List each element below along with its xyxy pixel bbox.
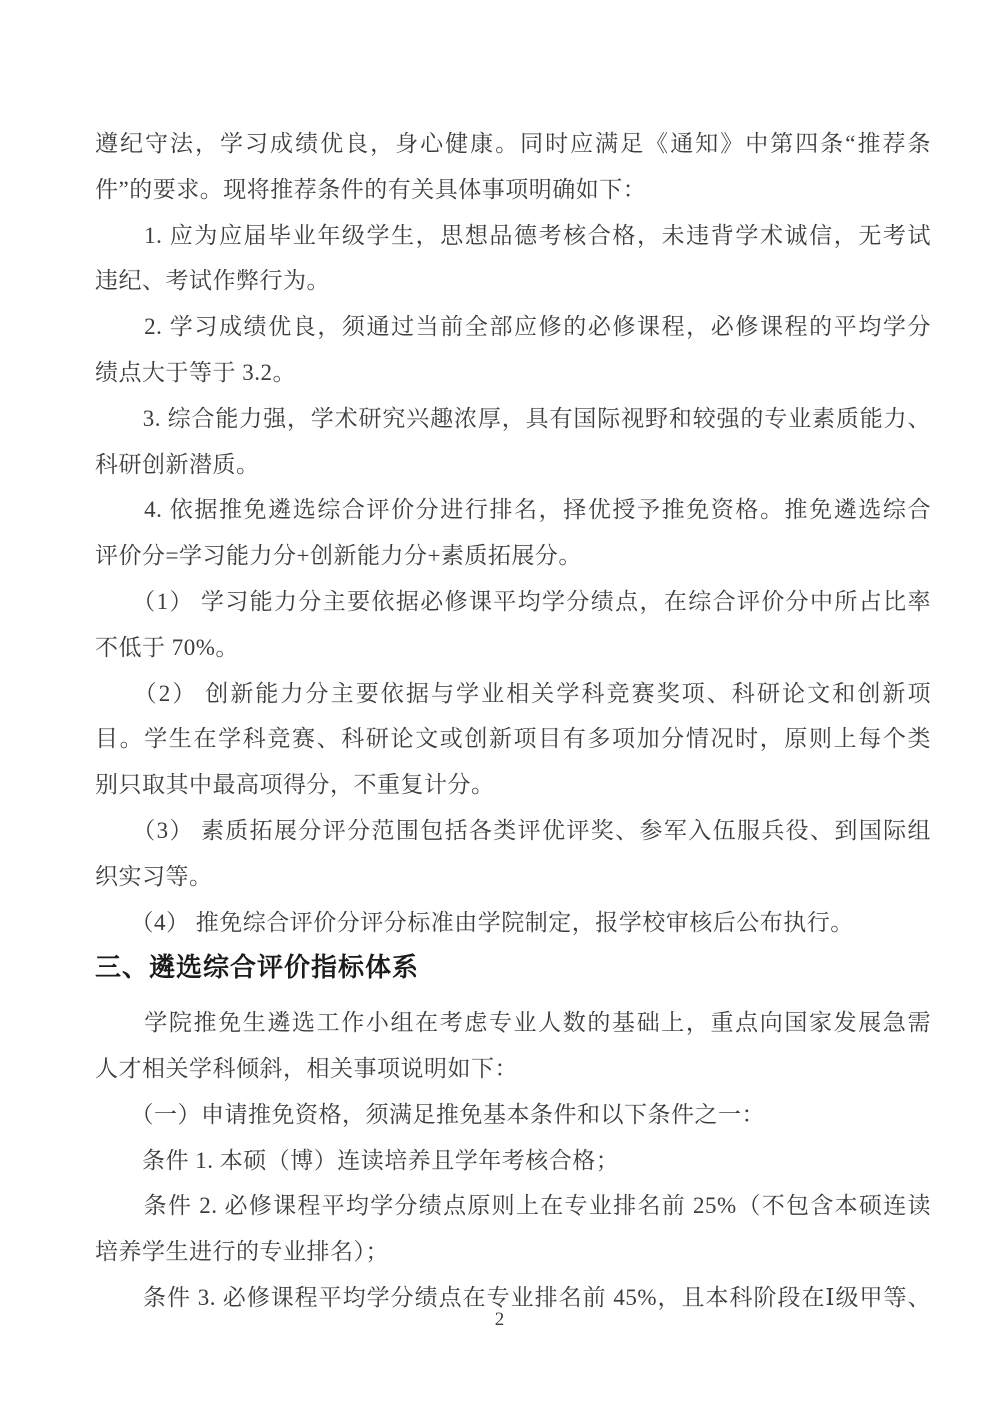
text-line: （3） 素质拓展分评分范围包括各类评优评奖、参军入伍服兵役、到国际组 (95, 817, 931, 843)
text-line: （一）申请推免资格，须满足推免基本条件和以下条件之一： (95, 1101, 765, 1127)
text-line: 培养学生进行的专业排名）； (95, 1239, 389, 1265)
text-line: （2） 创新能力分主要依据与学业相关学科竞赛奖项、科研论文和创新项 (95, 680, 931, 706)
document-body (95, 121, 931, 1321)
text-line: 别只取其中最高项得分，不重复计分。 (95, 772, 495, 798)
text-line: 不低于 70%。 (95, 634, 239, 660)
text-line: 1. 应为应届毕业年级学生，思想品德考核合格，未违背学术诚信，无考试 (95, 222, 931, 248)
text-line: （4） 推免综合评价分评分标准由学院制定，报学校审核后公布执行。 (95, 909, 854, 935)
text-line: 科研创新潜质。 (95, 451, 260, 477)
section-heading: 三、遴选综合评价指标体系 (95, 952, 420, 983)
text-line: 学院推免生遴选工作小组在考虑专业人数的基础上，重点向国家发展急需 (95, 1010, 931, 1036)
text-line: 4. 依据推免遴选综合评价分进行排名，择优授予推免资格。推免遴选综合 (95, 497, 931, 523)
text-line: 织实习等。 (95, 863, 213, 889)
text-line: 条件 2. 必修课程平均学分绩点原则上在专业排名前 25%（不包含本硕连读 (95, 1193, 931, 1219)
text-line: （1） 学习能力分主要依据必修课平均学分绩点，在综合评价分中所占比率 (95, 588, 931, 614)
text-line: 条件 3. 必修课程平均学分绩点在专业排名前 45%，且本科阶段在Ⅰ级甲等、 (95, 1284, 931, 1310)
text-line: 3. 综合能力强，学术研究兴趣浓厚，具有国际视野和较强的专业素质能力、 (95, 405, 931, 431)
text-line: 件”的要求。现将推荐条件的有关具体事项明确如下： (95, 176, 647, 202)
text-line: 人才相关学科倾斜，相关事项说明如下： (95, 1055, 518, 1081)
text-line: 遵纪守法，学习成绩优良，身心健康。同时应满足《通知》中第四条“推荐条 (95, 131, 931, 156)
text-line: 目。学生在学科竞赛、科研论文或创新项目有多项加分情况时，原则上每个类 (95, 726, 931, 752)
text-line: 违纪、考试作弊行为。 (95, 268, 330, 294)
text-line: 2. 学习成绩优良，须通过当前全部应修的必修课程，必修课程的平均学分 (95, 314, 931, 340)
page-number: 2 (494, 1309, 505, 1330)
text-line: 条件 1. 本硕（博）连读培养且学年考核合格； (95, 1147, 620, 1173)
text-line: 绩点大于等于 3.2。 (95, 359, 296, 385)
text-line: 评价分=学习能力分+创新能力分+素质拓展分。 (95, 543, 582, 569)
